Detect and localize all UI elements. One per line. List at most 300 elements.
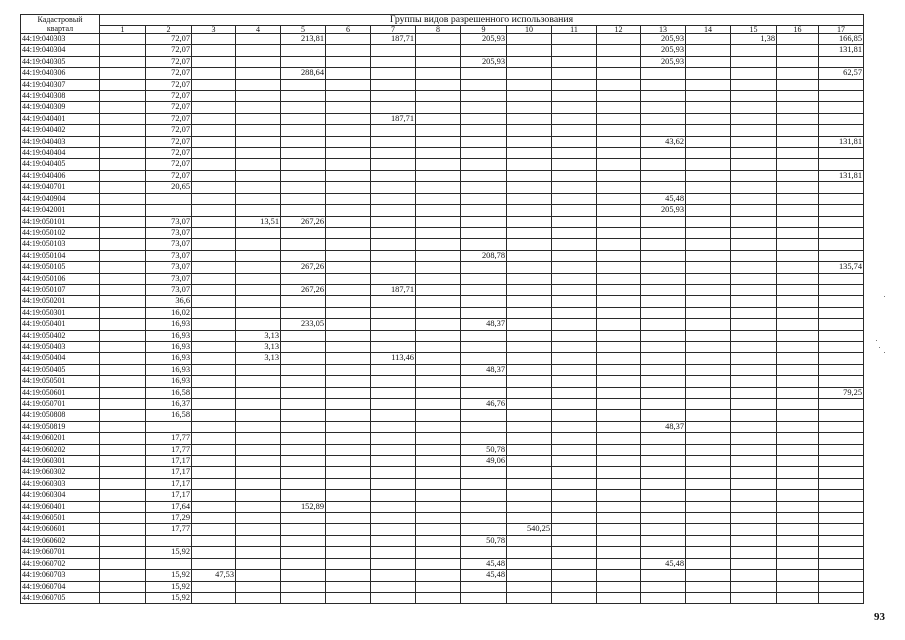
value-cell: [100, 125, 146, 136]
value-cell: [552, 125, 597, 136]
value-cell: [597, 319, 641, 330]
value-cell: [731, 216, 777, 227]
table-row: [21, 45, 864, 56]
value-cell: [192, 296, 236, 307]
table-row: [21, 79, 864, 90]
value-cell: 73,07: [146, 227, 192, 238]
value-cell: [552, 330, 597, 341]
value-cell: [281, 341, 326, 352]
value-cell: [326, 524, 371, 535]
cadastral-quarter-cell: 44:19:050405: [21, 364, 100, 375]
value-cell: [731, 102, 777, 113]
cadastral-quarter-cell: 44:19:050402: [21, 330, 100, 341]
value-cell: [507, 79, 552, 90]
value-cell: [416, 148, 461, 159]
value-cell: [100, 307, 146, 318]
value-cell: [100, 102, 146, 113]
value-cell: [416, 34, 461, 45]
value-cell: [236, 79, 281, 90]
cadastral-quarter-cell: 44:19:040701: [21, 182, 100, 193]
value-cell: [326, 79, 371, 90]
value-cell: [326, 433, 371, 444]
value-cell: [236, 524, 281, 535]
value-cell: [819, 125, 864, 136]
value-cell: [236, 56, 281, 67]
value-cell: [416, 262, 461, 273]
value-cell: [641, 524, 686, 535]
value-cell: [819, 239, 864, 250]
value-cell: [281, 364, 326, 375]
value-cell: [731, 79, 777, 90]
value-cell: [236, 444, 281, 455]
value-cell: [281, 239, 326, 250]
value-cell: [731, 56, 777, 67]
value-cell: 49,06: [461, 456, 507, 467]
value-cell: [819, 273, 864, 284]
value-cell: [552, 524, 597, 535]
value-cell: [686, 433, 731, 444]
value-cell: [281, 421, 326, 432]
cadastral-quarter-cell: 44:19:040303: [21, 34, 100, 45]
table-row: [21, 227, 864, 238]
value-cell: [686, 558, 731, 569]
value-cell: 16,93: [146, 376, 192, 387]
scan-speck: [879, 347, 880, 348]
value-cell: [236, 364, 281, 375]
value-cell: [371, 170, 416, 181]
value-cell: [777, 581, 819, 592]
value-cell: [507, 68, 552, 79]
column-number: 13: [641, 26, 686, 34]
value-cell: [686, 216, 731, 227]
value-cell: [236, 182, 281, 193]
value-cell: 79,25: [819, 387, 864, 398]
value-cell: [326, 490, 371, 501]
cadastral-quarter-cell: 44:19:050104: [21, 250, 100, 261]
value-cell: [192, 490, 236, 501]
value-cell: [686, 34, 731, 45]
table-row: [21, 170, 864, 181]
value-cell: [552, 273, 597, 284]
value-cell: [686, 102, 731, 113]
value-cell: [507, 399, 552, 410]
value-cell: [100, 570, 146, 581]
value-cell: 72,07: [146, 102, 192, 113]
value-cell: [371, 216, 416, 227]
value-cell: [192, 558, 236, 569]
value-cell: [777, 364, 819, 375]
value-cell: [100, 592, 146, 603]
value-cell: [461, 125, 507, 136]
value-cell: [236, 501, 281, 512]
table-row: [21, 307, 864, 318]
value-cell: 187,71: [371, 284, 416, 295]
value-cell: [192, 399, 236, 410]
value-cell: [641, 307, 686, 318]
value-cell: [281, 376, 326, 387]
value-cell: [777, 239, 819, 250]
value-cell: [461, 421, 507, 432]
value-cell: [416, 558, 461, 569]
value-cell: [507, 353, 552, 364]
value-cell: 1,38: [731, 34, 777, 45]
value-cell: [507, 421, 552, 432]
column-number: 16: [777, 26, 819, 34]
value-cell: [371, 102, 416, 113]
cadastral-quarter-cell: 44:19:040403: [21, 136, 100, 147]
value-cell: [731, 364, 777, 375]
cadastral-quarter-cell: 44:19:050403: [21, 341, 100, 352]
value-cell: [819, 353, 864, 364]
value-cell: [552, 399, 597, 410]
value-cell: [371, 399, 416, 410]
value-cell: [281, 170, 326, 181]
value-cell: [192, 45, 236, 56]
value-cell: [281, 205, 326, 216]
value-cell: [326, 239, 371, 250]
value-cell: [192, 113, 236, 124]
value-cell: 50,78: [461, 444, 507, 455]
value-cell: [641, 478, 686, 489]
value-cell: [819, 410, 864, 421]
value-cell: 267,26: [281, 284, 326, 295]
value-cell: [100, 558, 146, 569]
value-cell: [461, 91, 507, 102]
value-cell: [192, 592, 236, 603]
value-cell: [686, 319, 731, 330]
value-cell: [731, 182, 777, 193]
value-cell: [597, 387, 641, 398]
value-cell: [641, 227, 686, 238]
value-cell: [819, 364, 864, 375]
value-cell: [192, 136, 236, 147]
value-cell: [236, 227, 281, 238]
value-cell: [281, 581, 326, 592]
value-cell: [371, 307, 416, 318]
value-cell: [100, 136, 146, 147]
value-cell: [281, 490, 326, 501]
value-cell: [686, 125, 731, 136]
value-cell: [461, 284, 507, 295]
value-cell: [597, 239, 641, 250]
value-cell: [461, 467, 507, 478]
value-cell: 3,13: [236, 353, 281, 364]
value-cell: [461, 513, 507, 524]
table-row: [21, 535, 864, 546]
value-cell: [731, 399, 777, 410]
value-cell: [777, 102, 819, 113]
value-cell: [326, 535, 371, 546]
value-cell: [552, 250, 597, 261]
value-cell: [731, 45, 777, 56]
value-cell: 73,07: [146, 216, 192, 227]
value-cell: [100, 148, 146, 159]
value-cell: [819, 570, 864, 581]
value-cell: [416, 535, 461, 546]
value-cell: 288,64: [281, 68, 326, 79]
value-cell: [461, 136, 507, 147]
value-cell: [416, 319, 461, 330]
value-cell: [641, 467, 686, 478]
value-cell: [100, 399, 146, 410]
value-cell: [597, 307, 641, 318]
value-cell: 205,93: [641, 56, 686, 67]
value-cell: [686, 490, 731, 501]
value-cell: [597, 524, 641, 535]
value-cell: [326, 284, 371, 295]
value-cell: [236, 262, 281, 273]
value-cell: [819, 79, 864, 90]
value-cell: [819, 148, 864, 159]
value-cell: [597, 170, 641, 181]
value-cell: [100, 513, 146, 524]
value-cell: [192, 376, 236, 387]
value-cell: [777, 421, 819, 432]
cadastral-quarter-cell: 44:19:060701: [21, 547, 100, 558]
value-cell: [236, 376, 281, 387]
table-row: [21, 421, 864, 432]
value-cell: [192, 330, 236, 341]
column-number: 11: [552, 26, 597, 34]
value-cell: [326, 353, 371, 364]
value-cell: [686, 444, 731, 455]
value-cell: [819, 341, 864, 352]
value-cell: [326, 444, 371, 455]
value-cell: [281, 570, 326, 581]
value-cell: [819, 159, 864, 170]
value-cell: [192, 125, 236, 136]
value-cell: [371, 330, 416, 341]
value-cell: 72,07: [146, 56, 192, 67]
value-cell: 48,37: [461, 319, 507, 330]
value-cell: [192, 513, 236, 524]
value-cell: [777, 330, 819, 341]
cadastral-quarter-cell: 44:19:040309: [21, 102, 100, 113]
value-cell: [686, 227, 731, 238]
value-cell: [236, 34, 281, 45]
value-cell: [371, 570, 416, 581]
table-body: [21, 34, 864, 604]
value-cell: [326, 341, 371, 352]
table-row: [21, 341, 864, 352]
value-cell: [236, 250, 281, 261]
value-cell: [371, 444, 416, 455]
value-cell: [236, 205, 281, 216]
value-cell: [641, 513, 686, 524]
value-cell: [371, 547, 416, 558]
value-cell: [597, 193, 641, 204]
value-cell: [461, 353, 507, 364]
value-cell: [326, 319, 371, 330]
value-cell: [777, 284, 819, 295]
value-cell: [416, 216, 461, 227]
value-cell: [641, 490, 686, 501]
value-cell: 17,64: [146, 501, 192, 512]
value-cell: [371, 387, 416, 398]
column-number: 14: [686, 26, 731, 34]
value-cell: [731, 547, 777, 558]
value-cell: [731, 490, 777, 501]
value-cell: [777, 159, 819, 170]
value-cell: [236, 125, 281, 136]
value-cell: [371, 467, 416, 478]
value-cell: [641, 148, 686, 159]
value-cell: [552, 410, 597, 421]
value-cell: [819, 91, 864, 102]
value-cell: [371, 296, 416, 307]
value-cell: [552, 570, 597, 581]
value-cell: [416, 113, 461, 124]
value-cell: [461, 170, 507, 181]
cadastral-quarter-cell: 44:19:040305: [21, 56, 100, 67]
value-cell: [507, 592, 552, 603]
value-cell: [281, 330, 326, 341]
value-cell: [192, 307, 236, 318]
value-cell: [100, 410, 146, 421]
value-cell: [641, 353, 686, 364]
land-use-table: [20, 14, 864, 604]
value-cell: 16,02: [146, 307, 192, 318]
value-cell: [236, 91, 281, 102]
cadastral-quarter-cell: 44:19:040402: [21, 125, 100, 136]
value-cell: [731, 501, 777, 512]
value-cell: [777, 216, 819, 227]
value-cell: [686, 159, 731, 170]
value-cell: [819, 513, 864, 524]
value-cell: [641, 319, 686, 330]
value-cell: [731, 239, 777, 250]
value-cell: [507, 159, 552, 170]
value-cell: 73,07: [146, 239, 192, 250]
value-cell: [236, 570, 281, 581]
cadastral-quarter-cell: 44:19:040904: [21, 193, 100, 204]
value-cell: [552, 193, 597, 204]
table-row: [21, 136, 864, 147]
cadastral-quarter-cell: 44:19:050401: [21, 319, 100, 330]
value-cell: [686, 79, 731, 90]
table-row: [21, 239, 864, 250]
value-cell: [731, 410, 777, 421]
value-cell: [641, 170, 686, 181]
column-number: 15: [731, 26, 777, 34]
value-cell: [641, 250, 686, 261]
value-cell: [236, 113, 281, 124]
value-cell: [597, 250, 641, 261]
value-cell: [597, 490, 641, 501]
value-cell: [686, 239, 731, 250]
value-cell: [552, 296, 597, 307]
value-cell: [100, 56, 146, 67]
value-cell: [461, 113, 507, 124]
value-cell: [461, 102, 507, 113]
value-cell: [819, 113, 864, 124]
value-cell: [326, 250, 371, 261]
value-cell: [597, 113, 641, 124]
value-cell: [192, 91, 236, 102]
value-cell: [100, 581, 146, 592]
value-cell: [819, 535, 864, 546]
value-cell: [192, 216, 236, 227]
value-cell: [731, 524, 777, 535]
value-cell: 13,51: [236, 216, 281, 227]
column-number: 1: [100, 26, 146, 34]
table-row: [21, 387, 864, 398]
value-cell: [731, 456, 777, 467]
value-cell: [100, 193, 146, 204]
value-cell: [416, 513, 461, 524]
value-cell: [597, 102, 641, 113]
value-cell: [192, 56, 236, 67]
table-row: [21, 113, 864, 124]
value-cell: [100, 284, 146, 295]
value-cell: [192, 501, 236, 512]
value-cell: [281, 159, 326, 170]
table-row: [21, 193, 864, 204]
value-cell: [507, 410, 552, 421]
value-cell: 16,93: [146, 364, 192, 375]
value-cell: [597, 159, 641, 170]
value-cell: [371, 136, 416, 147]
value-cell: [461, 182, 507, 193]
value-cell: [192, 433, 236, 444]
value-cell: [507, 535, 552, 546]
value-cell: 73,07: [146, 284, 192, 295]
value-cell: [326, 307, 371, 318]
value-cell: [416, 136, 461, 147]
value-cell: [461, 307, 507, 318]
column-number: 10: [507, 26, 552, 34]
value-cell: [686, 364, 731, 375]
value-cell: [819, 193, 864, 204]
value-cell: [281, 227, 326, 238]
value-cell: [507, 296, 552, 307]
table-row: [21, 364, 864, 375]
value-cell: [819, 56, 864, 67]
value-cell: [507, 170, 552, 181]
value-cell: 17,17: [146, 478, 192, 489]
value-cell: [686, 535, 731, 546]
value-cell: [552, 102, 597, 113]
value-cell: 17,17: [146, 456, 192, 467]
value-cell: [641, 581, 686, 592]
value-cell: [597, 570, 641, 581]
value-cell: [819, 307, 864, 318]
value-cell: [819, 490, 864, 501]
value-cell: [686, 273, 731, 284]
value-cell: [100, 159, 146, 170]
value-cell: 48,37: [461, 364, 507, 375]
value-cell: [326, 159, 371, 170]
value-cell: [686, 547, 731, 558]
value-cell: [597, 581, 641, 592]
value-cell: [461, 581, 507, 592]
value-cell: [192, 524, 236, 535]
value-cell: [597, 262, 641, 273]
value-cell: [597, 330, 641, 341]
value-cell: [461, 216, 507, 227]
value-cell: 17,17: [146, 467, 192, 478]
value-cell: [641, 341, 686, 352]
value-cell: [100, 456, 146, 467]
value-cell: [731, 433, 777, 444]
value-cell: 43,62: [641, 136, 686, 147]
value-cell: [236, 433, 281, 444]
value-cell: [281, 410, 326, 421]
value-cell: [819, 501, 864, 512]
value-cell: [731, 558, 777, 569]
value-cell: [281, 182, 326, 193]
value-cell: 205,93: [461, 56, 507, 67]
